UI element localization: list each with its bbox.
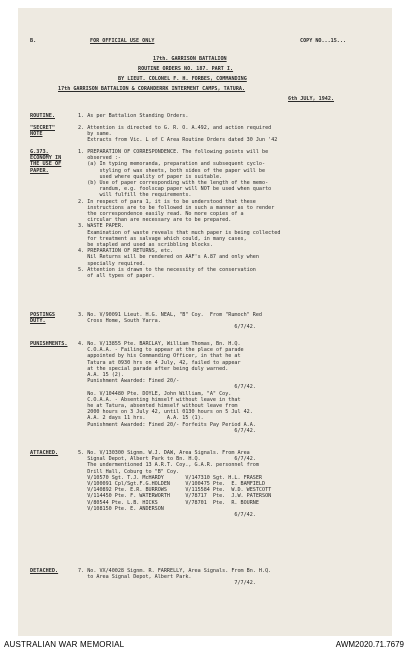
title-routine-orders: ROUTINE ORDERS NO. 187. PART I. [138, 66, 234, 72]
section-heading-routine: ROUTINE. [30, 113, 55, 119]
section-heading-punishments: PUNISHMENTS. [30, 341, 68, 347]
title-commanding-officer: BY LIEUT. COLONEL F. H. FORBES, COMMANDING [118, 76, 247, 82]
section-heading-secret-note: "SECRET" NOTE [30, 125, 55, 138]
section-text-detached: 7. No. VX/40028 Signm. R. FARRELLY, Area Signals. From Bn. H.Q. to Area Signal Depot, Albert Park. 7/7/42. [78, 568, 272, 587]
title-battalion: 17th. GARRISON BATTALION [153, 56, 227, 62]
title-date: 6th JULY, 1942. [288, 96, 335, 102]
page-letter: B. [30, 38, 37, 44]
section-text-routine: 1. As per Battalion Standing Orders. [78, 113, 189, 119]
section-text-postings: 3. No. V/90091 Lieut. H.G. NEAL, "B" Coy. From "Rumoch" Red Cross Home, South Yarra. 6/7/42. [78, 312, 263, 331]
document-page [18, 8, 392, 636]
section-heading-attached: ATTACHED. [30, 450, 59, 456]
section-heading-postings: POSTINGS DUTY. [30, 312, 55, 325]
section-text-secret-note: 2. Attention is directed to G. R. O. A.492, and action required by same. Extracts from Vic. L of C Area Routine Orders dated 30 Jun '42 [78, 125, 278, 144]
section-text-paper-economy: 1. PREPARATION OF CORRESPONDENCE. The following points will be observed :- (a) In typing memoranda, preparation and subsequent cyclo- styling of wax sheets, both sides of the paper will be used where quality of paper is suitable. (b) Use of paper corresponding with the length of the memo- randum, e.g. foolscap paper will NOT be used when quarto will fulfill the requirements. 2. In respect of para 1, it is to be understood that these instructions are to be followed in such a manner as to render the correspondence easily read. No more copies of a circular than are necessary are to be prepared. 3. WASTE PAPER. Examination of waste reveals that much paper is being collected for treatment as salvage which could, in many cases, be stapled and used as scribbling blocks. 4. PREPARATION OF RETURNS, etc. Nil Returns will be rendered on AAF's A.87 and only when specially required. 5. Attention is drawn to the necessity of the conservation of all types of paper. [78, 149, 281, 280]
section-heading-paper-economy: G.373. ECONOMY IN THE USE OF PAPER. [30, 149, 62, 174]
footer-reference: AWM2020.71.7679 [335, 640, 404, 649]
security-marking: FOR OFFICIAL USE ONLY [90, 38, 155, 44]
section-text-attached: 5. No. V/130300 Signm. W.J. DAW, Area Signals. From Area Signal Depot, Albert Park to Bn. H.Q. 6/7/42. The undermentioned 13 A.R.T. Coy., G.A.R. personnel from Drill Hall, Coburg to "B" Coy. V/10570 Sgt. T.J. McHARDY V/147310 Sgt. H.L. FRASER V/100091 Cpl/Sgt.F.G.HOLDEN V/100475 Pte. E. BAMFIELD V/140892 Pte. E.R. BURROWS V/115584 Pte. W.D. WESTCOTT V/114450 Pte. F. WATERWORTH V/78717 Pte. J.W. PATERSON V/80544 Pte. L.B. HICKS V/78701 Pte. R. BOURNE V/108150 Pte. E. ANDERSON 6/7/42. [78, 450, 272, 519]
section-text-punishments: 4. No. V/13855 Pte. BARCLAY, William Thomas, Bn. H.Q. C.O.A.A. - Failing to appear at the place of parade appointed by his Commanding Officer, in that he at Tatura at 0930 hrs on 4 July, 42, failed to appear at the special parade after being duly warned. A.A. 15 (2). Punishment Awarded: Fined 20/- 6/7/42. No. V/104480 Pte. DOYLE, John William, "A" Coy. C.O.A.A. - Absenting himself without leave in that he at Tatura, absented himself without leave from 2000 hours on 3 July 42, until 0130 hours on 5 Jul 42. A.A. 2 days 11 hrs. A.A. 15 (1). Punishment Awarded: Fined 20/- Forfeits Pay Period A.A. 6/7/42. [78, 341, 256, 434]
copy-number: COPY NO...15... [300, 38, 347, 44]
title-camps: 17th GARRISON BATTALION & CORANDERRK INTERMENT CAMPS, TATURA. [58, 86, 246, 92]
footer-institution: AUSTRALIAN WAR MEMORIAL [4, 640, 125, 649]
section-heading-detached: DETACHED. [30, 568, 59, 574]
